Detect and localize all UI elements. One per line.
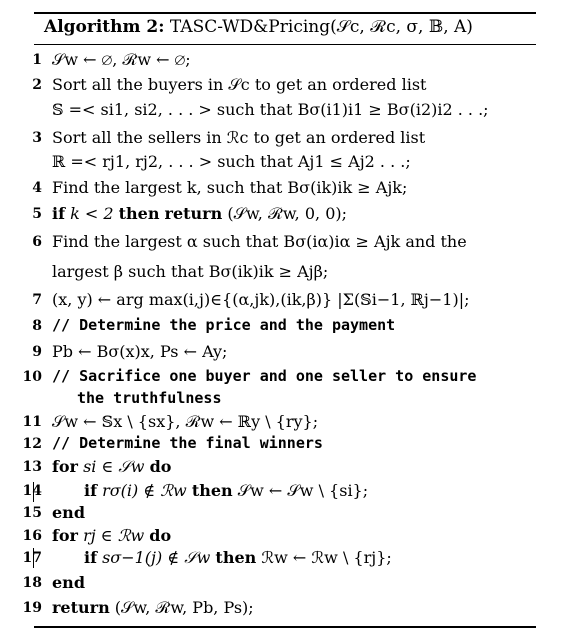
bottom-rule [34, 626, 536, 628]
title-rule [34, 44, 536, 45]
algorithm-label: Algorithm 2: [44, 17, 165, 37]
algorithm-name: TASC-WD&Pricing [169, 17, 331, 37]
algorithm-args: (𝒮c, ℛc, σ, 𝔹, A) [330, 17, 473, 37]
algorithm-title [44, 17, 473, 37]
top-rule [34, 12, 536, 14]
